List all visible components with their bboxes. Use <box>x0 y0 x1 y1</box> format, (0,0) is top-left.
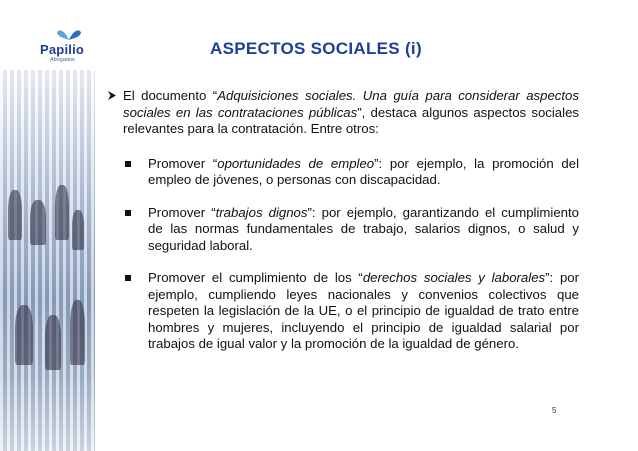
list-item <box>105 156 579 189</box>
intro-document-title: Adquisiciones sociales. Una guía para considerar aspectos sociales en las contrataciones públicas <box>123 88 579 120</box>
bullet-text: ”: por ejemplo, cumpliendo leyes nacionales y convenios colectivos que respeten la legislación de la UE, o el principio de igualdad de trato entre hombres y mujeres, incluyendo el principio de igualdad salarial por trabajos de igual valor y la promoción de la igualdad de género. <box>148 270 580 351</box>
bullet-emphasis: oportunidades de empleo <box>217 155 375 171</box>
bullet-text: ”: por ejemplo, la promoción del empleo de jóvenes, o personas con discapacidad. <box>148 155 579 187</box>
bullet-text: ”: por ejemplo, garantizando el cumplimiento de las normas fundamentales de trabajo, salarios dignos, o salud y seguridad laboral. <box>148 204 579 253</box>
bullet-text: Promover “ <box>148 204 216 220</box>
list-item <box>105 205 579 255</box>
logo <box>40 26 100 66</box>
butterfly-icon <box>56 26 82 42</box>
slide-title: ASPECTOS SOCIALES (i) <box>210 39 422 58</box>
intro-text-start: El documento “ <box>123 88 218 103</box>
sub-bullet-list <box>105 156 579 353</box>
arrow-bullet-icon <box>107 90 117 101</box>
bullet-text: Promover “ <box>148 155 218 171</box>
slide-number: 5 <box>552 406 557 415</box>
square-bullet-icon <box>125 210 131 216</box>
bullet-emphasis: trabajos dignos <box>215 204 308 220</box>
logo-subtitle: Abogados <box>50 57 75 63</box>
square-bullet-icon <box>125 161 131 167</box>
list-item <box>105 270 579 353</box>
logo-name: Papilio <box>40 42 85 57</box>
slide-content <box>105 88 579 369</box>
square-bullet-icon <box>125 275 131 281</box>
intro-text-end: ”, destaca algunos aspectos sociales relevantes para la contratación. Entre otros: <box>123 104 579 136</box>
bullet-emphasis: derechos sociales y laborales <box>362 270 546 285</box>
decorative-sidebar-image <box>0 70 95 451</box>
intro-paragraph <box>105 88 579 138</box>
bullet-text: Promover el cumplimiento de los “ <box>148 270 363 285</box>
